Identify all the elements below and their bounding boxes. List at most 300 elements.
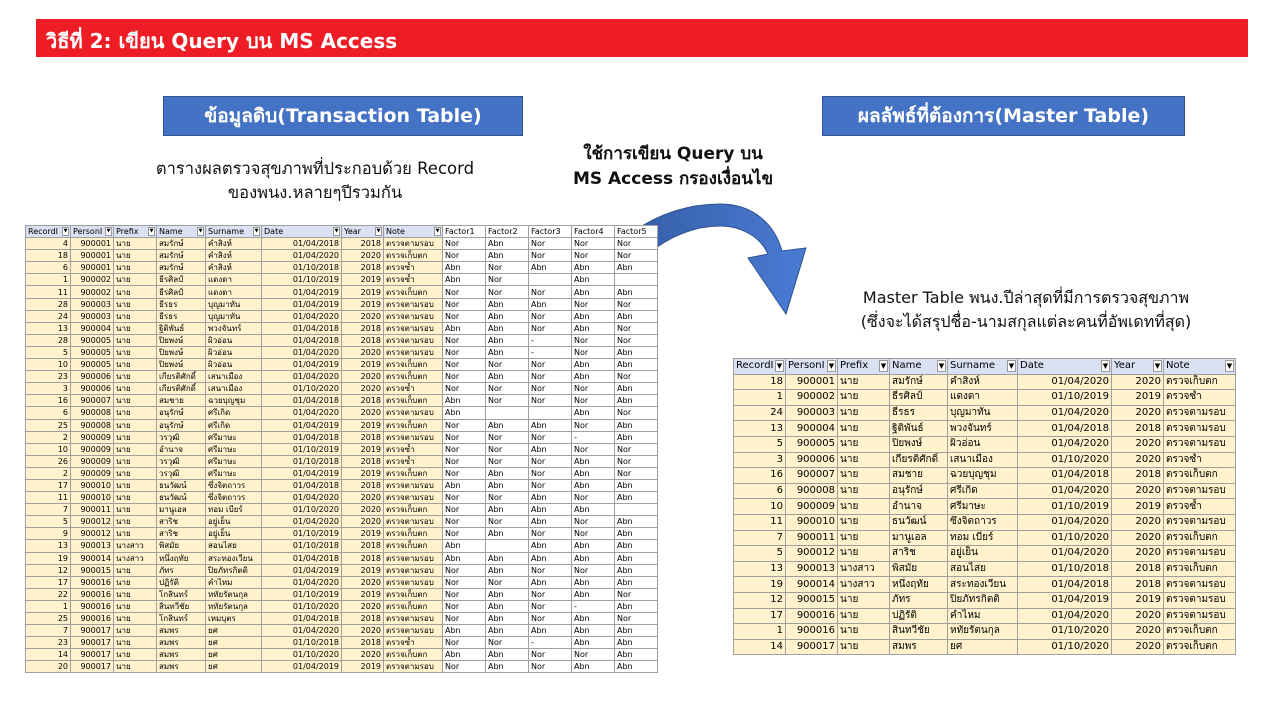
table-cell: 5 <box>734 546 786 562</box>
column-header-label: Surname <box>950 360 995 372</box>
table-cell: นางสาว <box>114 540 157 552</box>
table-cell: เสนาเมือง <box>206 383 262 395</box>
table-cell: นาย <box>838 390 890 406</box>
table-cell: สระทองเวียน <box>948 577 1018 593</box>
table-cell: หนึ่งฤทัย <box>890 577 948 593</box>
table-cell: นาย <box>114 334 157 346</box>
table-cell: 2020 <box>342 516 384 528</box>
table-cell: Abn <box>615 576 658 588</box>
table-cell: นาย <box>114 238 157 250</box>
table-cell: 900007 <box>71 395 114 407</box>
column-header <box>206 226 262 238</box>
table-cell: คำสิงห์ <box>948 374 1018 390</box>
table-cell: นาย <box>114 479 157 491</box>
table-cell: ตรวจตามรอบ <box>1164 546 1236 562</box>
table-cell: ตรวจตามรอบ <box>384 346 443 358</box>
table-cell: Nor <box>486 443 529 455</box>
table-cell: 2019 <box>342 528 384 540</box>
table-cell: Abn <box>615 492 658 504</box>
table-cell: Abn <box>443 322 486 334</box>
table-cell: ตรวจเก็บตก <box>384 467 443 479</box>
table-cell: Nor <box>486 286 529 298</box>
table-cell: 2020 <box>342 492 384 504</box>
table-cell: Abn <box>529 625 572 637</box>
table-row <box>26 588 658 600</box>
table-cell: Nor <box>615 455 658 467</box>
table-cell: Nor <box>615 238 658 250</box>
table-cell: เกียรติศักดิ์ <box>890 452 948 468</box>
table-cell: สาริช <box>157 516 206 528</box>
column-header <box>342 226 384 238</box>
table-cell: ตรวจตามรอบ <box>384 310 443 322</box>
table-cell: 01/10/2020 <box>1018 639 1112 655</box>
table-cell: ตรวจตามรอบ <box>1164 405 1236 421</box>
column-header <box>26 226 71 238</box>
table-cell: 2020 <box>342 576 384 588</box>
table-cell: Abn <box>572 359 615 371</box>
table-cell: Nor <box>443 346 486 358</box>
table-cell <box>486 540 529 552</box>
column-header <box>948 359 1018 375</box>
table-cell: 900009 <box>786 499 838 515</box>
table-cell: Abn <box>572 274 615 286</box>
table-cell: Abn <box>572 455 615 467</box>
table-cell: 6 <box>26 262 71 274</box>
table-cell: 900001 <box>71 250 114 262</box>
table-cell: Nor <box>572 649 615 661</box>
table-row <box>734 421 1236 437</box>
table-cell: 25 <box>26 419 71 431</box>
filter-dropdown-icon[interactable]: ▼ <box>776 362 783 370</box>
table-cell: Abn <box>572 407 615 419</box>
table-cell: 900009 <box>71 443 114 455</box>
table-cell: นาย <box>114 564 157 576</box>
table-cell: Nor <box>443 250 486 262</box>
table-cell: 9 <box>26 528 71 540</box>
table-cell: นาย <box>838 483 890 499</box>
filter-dropdown-icon[interactable]: ▼ <box>254 228 259 234</box>
table-cell: นาย <box>114 298 157 310</box>
table-cell: 900017 <box>71 637 114 649</box>
table-cell: สมพร <box>157 649 206 661</box>
table-cell: 01/10/2019 <box>262 274 342 286</box>
table-cell: ตรวจตามรอบ <box>384 334 443 346</box>
table-cell: นาย <box>838 624 890 640</box>
table-row <box>26 637 658 649</box>
table-cell: Nor <box>443 516 486 528</box>
table-row <box>26 528 658 540</box>
table-cell: ปิยพงษ์ <box>157 334 206 346</box>
table-cell: 10 <box>26 443 71 455</box>
table-cell: นาย <box>114 274 157 286</box>
title-banner <box>36 19 1248 57</box>
table-cell: 01/10/2019 <box>262 528 342 540</box>
table-cell: 3 <box>734 452 786 468</box>
table-cell: Abn <box>572 540 615 552</box>
table-cell: ตรวจซ้ำ <box>384 262 443 274</box>
table-cell: 23 <box>26 371 71 383</box>
filter-dropdown-icon[interactable]: ▼ <box>376 228 381 234</box>
table-cell: เสนาเมือง <box>948 452 1018 468</box>
table-cell: ตรวจตามรอบ <box>1164 514 1236 530</box>
table-cell: Abn <box>615 540 658 552</box>
table-cell: Nor <box>529 359 572 371</box>
table-cell: Nor <box>615 298 658 310</box>
table-cell: สมรักษ์ <box>157 262 206 274</box>
column-header-label: Surname <box>208 227 244 237</box>
table-cell: 01/10/2020 <box>1018 530 1112 546</box>
table-cell: สมพร <box>157 661 206 673</box>
table-cell: Abn <box>529 262 572 274</box>
table-cell: นาย <box>114 359 157 371</box>
table-row <box>26 322 658 334</box>
table-cell: Nor <box>486 576 529 588</box>
table-cell: นาย <box>114 286 157 298</box>
table-cell: อนุรักษ์ <box>157 407 206 419</box>
table-cell: 2019 <box>342 443 384 455</box>
table-cell: 1 <box>734 390 786 406</box>
table-cell: ตรวจซ้ำ <box>1164 390 1236 406</box>
table-cell: Nor <box>443 310 486 322</box>
table-cell: ศรีมาษะ <box>206 431 262 443</box>
table-cell: 12 <box>26 564 71 576</box>
table-cell: Abn <box>529 552 572 564</box>
filter-dropdown-icon[interactable]: ▼ <box>938 362 945 370</box>
table-cell: 01/04/2018 <box>262 613 342 625</box>
table-cell: นาย <box>838 405 890 421</box>
table-cell: 01/04/2019 <box>262 564 342 576</box>
table-cell: 28 <box>26 298 71 310</box>
master-table <box>733 358 1236 655</box>
table-cell: วรวุฒิ <box>157 455 206 467</box>
table-cell: 18 <box>734 374 786 390</box>
table-cell: Nor <box>443 613 486 625</box>
table-cell: Nor <box>529 528 572 540</box>
table-cell: Nor <box>443 371 486 383</box>
filter-dropdown-icon[interactable]: ▼ <box>63 228 68 234</box>
table-cell: 24 <box>26 310 71 322</box>
table-cell: นาย <box>114 588 157 600</box>
table-cell: ตรวจตามรอบ <box>384 552 443 564</box>
table-cell: อำนาจ <box>890 499 948 515</box>
filter-dropdown-icon[interactable]: ▼ <box>435 228 440 234</box>
table-cell: Abn <box>615 516 658 528</box>
table-cell: วรวุฒิ <box>157 467 206 479</box>
table-cell: สินทวีชัย <box>157 600 206 612</box>
table-cell: Abn <box>443 479 486 491</box>
table-cell: 900007 <box>786 468 838 484</box>
table-cell: นาย <box>114 431 157 443</box>
table-cell: 900008 <box>71 419 114 431</box>
table-row <box>26 516 658 528</box>
column-header <box>1018 359 1112 375</box>
table-cell: Nor <box>486 274 529 286</box>
table-cell: 7 <box>26 625 71 637</box>
column-header-label: Factor4 <box>574 227 604 237</box>
table-cell: Nor <box>443 431 486 443</box>
table-cell: 900002 <box>71 274 114 286</box>
table-cell: นาย <box>114 419 157 431</box>
master-table-label: ผลลัพธ์ที่ต้องการ(Master Table) <box>822 96 1185 136</box>
table-cell: อนุรักษ์ <box>157 419 206 431</box>
table-cell: นาย <box>838 468 890 484</box>
table-cell: Nor <box>572 528 615 540</box>
table-cell: เหมบุตร <box>206 613 262 625</box>
table-cell: Abn <box>529 576 572 588</box>
table-cell: 2018 <box>342 613 384 625</box>
table-cell: 900003 <box>786 405 838 421</box>
table-row <box>734 390 1236 406</box>
table-cell: ทอม เบียร์ <box>206 504 262 516</box>
table-cell: Abn <box>486 238 529 250</box>
filter-dropdown-icon[interactable]: ▼ <box>1154 362 1161 370</box>
table-cell: สอนไสย <box>206 540 262 552</box>
table-cell: อยู่เย็น <box>206 516 262 528</box>
table-row <box>734 639 1236 655</box>
table-row <box>26 455 658 467</box>
table-cell: 01/04/2020 <box>1018 374 1112 390</box>
table-cell: ศรีเกิด <box>206 419 262 431</box>
table-cell: สมพร <box>157 637 206 649</box>
table-row <box>26 492 658 504</box>
table-cell: Abn <box>572 504 615 516</box>
table-cell: Nor <box>529 371 572 383</box>
table-cell: 2020 <box>1112 608 1164 624</box>
table-cell: 900016 <box>71 576 114 588</box>
table-cell: ตรวจตามรอบ <box>384 322 443 334</box>
table-cell: 19 <box>26 552 71 564</box>
table-cell: 1 <box>26 274 71 286</box>
table-cell: 11 <box>26 492 71 504</box>
table-cell: Abn <box>615 661 658 673</box>
table-row <box>26 286 658 298</box>
table-cell: Abn <box>572 613 615 625</box>
table-cell: 2020 <box>1112 514 1164 530</box>
table-cell: Nor <box>443 528 486 540</box>
table-cell: 900008 <box>71 407 114 419</box>
column-header-label: Year <box>344 227 361 237</box>
table-cell: 2020 <box>1112 530 1164 546</box>
table-cell: ตรวจเก็บตก <box>1164 561 1236 577</box>
table-cell: Nor <box>529 250 572 262</box>
query-caption-line2: MS Access กรองเงื่อนไข <box>572 169 774 189</box>
table-row <box>734 530 1236 546</box>
table-cell: นาย <box>114 504 157 516</box>
filter-dropdown-icon[interactable]: ▼ <box>149 228 154 234</box>
table-row <box>734 374 1236 390</box>
table-cell: นาย <box>838 499 890 515</box>
table-cell: - <box>572 431 615 443</box>
table-cell: 01/04/2018 <box>262 479 342 491</box>
table-row <box>26 419 658 431</box>
table-row <box>734 499 1236 515</box>
table-cell: Abn <box>443 552 486 564</box>
table-row <box>26 467 658 479</box>
table-cell: 900001 <box>71 262 114 274</box>
table-cell: ตรวจเก็บตก <box>384 359 443 371</box>
table-cell: มานูเอล <box>157 504 206 516</box>
table-cell: ตรวจซ้ำ <box>384 443 443 455</box>
table-cell: 2018 <box>1112 468 1164 484</box>
table-cell: นาย <box>114 528 157 540</box>
table-cell: Nor <box>529 600 572 612</box>
filter-dropdown-icon[interactable]: ▼ <box>106 228 111 234</box>
table-cell: 2020 <box>1112 452 1164 468</box>
table-cell: 900005 <box>71 334 114 346</box>
table-cell: 2019 <box>1112 499 1164 515</box>
table-cell: ตรวจตามรอบ <box>1164 436 1236 452</box>
table-cell: Abn <box>486 613 529 625</box>
column-header-label: Note <box>1166 360 1190 372</box>
table-cell: 2020 <box>342 407 384 419</box>
table-cell: นาย <box>114 310 157 322</box>
table-cell: 01/10/2019 <box>1018 390 1112 406</box>
table-cell: สมชาย <box>157 395 206 407</box>
table-cell: Nor <box>615 467 658 479</box>
table-cell: หทัยรัตนกุล <box>206 600 262 612</box>
table-cell: 900010 <box>71 492 114 504</box>
table-cell: ปิยพงษ์ <box>890 436 948 452</box>
table-cell: โกสินทร์ <box>157 613 206 625</box>
table-cell: ตรวจตามรอบ <box>1164 592 1236 608</box>
table-cell: สมรักษ์ <box>890 374 948 390</box>
table-cell: 900012 <box>786 546 838 562</box>
table-cell: Nor <box>486 455 529 467</box>
table-cell: 2020 <box>1112 374 1164 390</box>
table-cell: - <box>572 600 615 612</box>
table-cell: 900005 <box>71 346 114 358</box>
table-cell: Abn <box>615 419 658 431</box>
table-cell: Nor <box>443 286 486 298</box>
master-desc-line2: (ซึ่งจะได้สรุปชื่อ-นามสกุลแต่ละคนที่อัพเดทที่สุด) <box>860 312 1192 331</box>
table-cell: 2 <box>26 467 71 479</box>
table-cell: Abn <box>615 528 658 540</box>
table-cell: 900001 <box>786 374 838 390</box>
table-cell: อยู่เย็น <box>206 528 262 540</box>
table-cell: 01/04/2018 <box>262 238 342 250</box>
table-cell: - <box>529 334 572 346</box>
table-row <box>26 613 658 625</box>
table-cell: Abn <box>615 600 658 612</box>
table-cell: 01/04/2019 <box>262 359 342 371</box>
table-cell: 2018 <box>1112 561 1164 577</box>
table-cell: สมพร <box>890 639 948 655</box>
filter-dropdown-icon[interactable]: ▼ <box>1226 362 1233 370</box>
filter-dropdown-icon[interactable]: ▼ <box>880 362 887 370</box>
table-cell: Abn <box>615 649 658 661</box>
table-cell: หนึ่งฤทัย <box>157 552 206 564</box>
table-cell: 14 <box>26 649 71 661</box>
column-header <box>786 359 838 375</box>
table-row <box>26 310 658 322</box>
table-row <box>26 576 658 588</box>
table-cell: ตรวจตามรอบ <box>384 298 443 310</box>
table-row <box>26 371 658 383</box>
table-cell: 25 <box>26 613 71 625</box>
table-row <box>734 624 1236 640</box>
table-cell: นาย <box>114 637 157 649</box>
table-cell: นาย <box>838 639 890 655</box>
table-row <box>26 443 658 455</box>
table-cell: นาย <box>114 649 157 661</box>
table-cell: Abn <box>529 419 572 431</box>
table-cell: Nor <box>572 383 615 395</box>
table-cell: แดงดา <box>948 390 1018 406</box>
table-cell: Abn <box>615 564 658 576</box>
column-header <box>1164 359 1236 375</box>
table-cell: Nor <box>572 516 615 528</box>
table-cell: 900005 <box>71 359 114 371</box>
filter-dropdown-icon[interactable]: ▼ <box>1102 362 1109 370</box>
table-cell: 10 <box>734 499 786 515</box>
column-header <box>572 226 615 238</box>
table-cell: พิสมัย <box>157 540 206 552</box>
table-cell: พวงจันทร์ <box>206 322 262 334</box>
table-cell: Abn <box>486 661 529 673</box>
table-cell: 01/04/2018 <box>262 322 342 334</box>
filter-dropdown-icon[interactable]: ▼ <box>1008 362 1015 370</box>
table-cell: 900009 <box>71 455 114 467</box>
table-cell: 900008 <box>786 483 838 499</box>
table-cell: 01/04/2018 <box>1018 421 1112 437</box>
filter-dropdown-icon[interactable]: ▼ <box>828 362 835 370</box>
table-cell: Nor <box>443 600 486 612</box>
table-cell <box>615 504 658 516</box>
table-cell: นาย <box>114 322 157 334</box>
table-cell: Nor <box>443 383 486 395</box>
table-cell: 900016 <box>786 624 838 640</box>
table-cell: 2020 <box>342 600 384 612</box>
filter-dropdown-icon[interactable]: ▼ <box>334 228 339 234</box>
column-header <box>890 359 948 375</box>
table-cell: - <box>529 346 572 358</box>
table-row <box>26 250 658 262</box>
table-cell: 900001 <box>71 238 114 250</box>
column-header <box>443 226 486 238</box>
table-cell: Abn <box>486 298 529 310</box>
table-cell: 900002 <box>71 286 114 298</box>
table-cell: Abn <box>572 322 615 334</box>
table-cell: 2020 <box>1112 405 1164 421</box>
table-cell: 01/04/2018 <box>262 334 342 346</box>
table-cell: 01/10/2018 <box>262 540 342 552</box>
table-cell: เกียรติศักดิ์ <box>157 383 206 395</box>
table-cell: 20 <box>26 661 71 673</box>
table-cell <box>529 274 572 286</box>
table-cell: Abn <box>443 395 486 407</box>
column-header-label: Factor5 <box>617 227 647 237</box>
table-cell: ปฏิรัติ <box>890 608 948 624</box>
table-cell: Nor <box>486 262 529 274</box>
table-cell: Abn <box>572 576 615 588</box>
table-cell: Nor <box>615 250 658 262</box>
table-cell: 2020 <box>342 383 384 395</box>
column-header <box>734 359 786 375</box>
table-cell: ตรวจเก็บตก <box>384 286 443 298</box>
table-cell: 900006 <box>71 371 114 383</box>
table-cell: ซึ่งจิตถาวร <box>206 492 262 504</box>
table-cell: Abn <box>486 504 529 516</box>
table-cell: นาย <box>114 395 157 407</box>
table-cell: 19 <box>734 577 786 593</box>
filter-dropdown-icon[interactable]: ▼ <box>198 228 203 234</box>
table-cell: Nor <box>529 588 572 600</box>
table-cell: สมพร <box>157 625 206 637</box>
table-cell: ตรวจเก็บตก <box>384 540 443 552</box>
table-cell: 900017 <box>71 625 114 637</box>
table-cell: 900010 <box>786 514 838 530</box>
table-cell: ตรวจซ้ำ <box>1164 452 1236 468</box>
